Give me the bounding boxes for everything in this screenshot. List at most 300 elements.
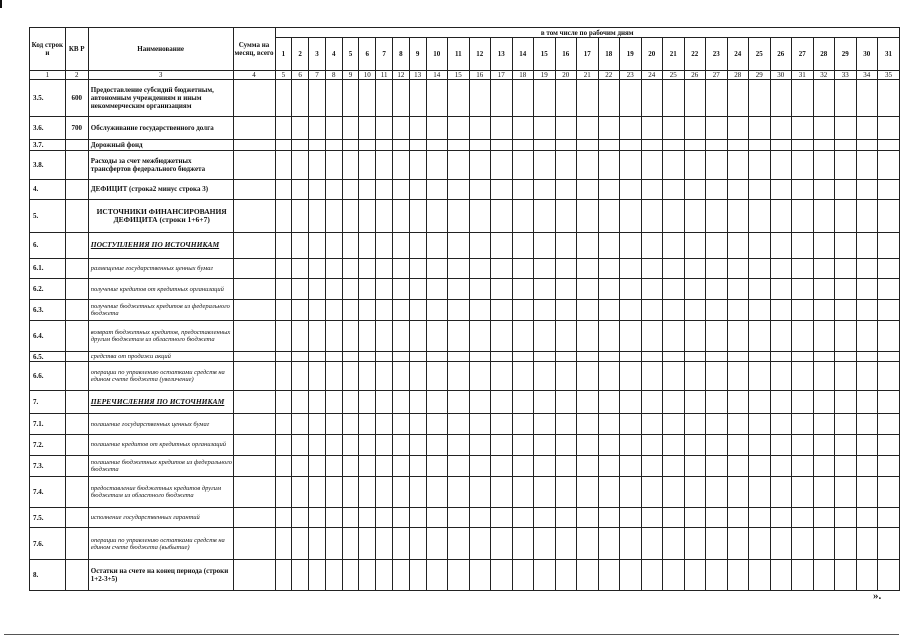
row-day-cell[interactable] — [491, 117, 513, 140]
row-day-cell[interactable] — [342, 435, 359, 456]
row-day-cell[interactable] — [749, 150, 771, 179]
row-day-cell[interactable] — [448, 391, 470, 414]
row-day-cell[interactable] — [598, 507, 620, 528]
row-day-cell[interactable] — [448, 362, 470, 391]
row-day-cell[interactable] — [342, 279, 359, 300]
row-day-cell[interactable] — [275, 528, 292, 559]
row-day-cell[interactable] — [878, 528, 900, 559]
row-day-cell[interactable] — [663, 258, 685, 279]
row-day-cell[interactable] — [448, 528, 470, 559]
row-day-cell[interactable] — [835, 455, 857, 476]
row-day-cell[interactable] — [426, 351, 448, 361]
row-day-cell[interactable] — [792, 300, 814, 321]
row-day-cell[interactable] — [727, 279, 749, 300]
row-day-cell[interactable] — [534, 140, 556, 150]
row-day-cell[interactable] — [392, 414, 409, 435]
row-day-cell[interactable] — [835, 258, 857, 279]
row-day-cell[interactable] — [684, 150, 706, 179]
row-day-cell[interactable] — [813, 150, 835, 179]
row-day-cell[interactable] — [598, 300, 620, 321]
row-day-cell[interactable] — [727, 391, 749, 414]
row-day-cell[interactable] — [292, 79, 309, 116]
row-day-cell[interactable] — [469, 232, 491, 258]
row-day-cell[interactable] — [663, 391, 685, 414]
row-day-cell[interactable] — [534, 414, 556, 435]
row-day-cell[interactable] — [275, 455, 292, 476]
row-day-cell[interactable] — [309, 140, 326, 150]
row-day-cell[interactable] — [727, 200, 749, 232]
row-day-cell[interactable] — [275, 362, 292, 391]
row-day-cell[interactable] — [706, 200, 728, 232]
row-day-cell[interactable] — [577, 79, 599, 116]
row-day-cell[interactable] — [448, 455, 470, 476]
row-day-cell[interactable] — [392, 179, 409, 200]
row-day-cell[interactable] — [359, 391, 376, 414]
row-day-cell[interactable] — [325, 528, 342, 559]
row-day-cell[interactable] — [534, 320, 556, 351]
row-day-cell[interactable] — [448, 435, 470, 456]
row-day-cell[interactable] — [663, 279, 685, 300]
row-day-cell[interactable] — [684, 140, 706, 150]
row-day-cell[interactable] — [792, 117, 814, 140]
row-day-cell[interactable] — [426, 200, 448, 232]
row-day-cell[interactable] — [770, 362, 792, 391]
row-day-cell[interactable] — [491, 258, 513, 279]
row-day-cell[interactable] — [727, 455, 749, 476]
row-day-cell[interactable] — [749, 200, 771, 232]
row-day-cell[interactable] — [835, 435, 857, 456]
row-day-cell[interactable] — [641, 320, 663, 351]
row-day-cell[interactable] — [641, 476, 663, 507]
row-day-cell[interactable] — [620, 79, 642, 116]
row-day-cell[interactable] — [309, 79, 326, 116]
row-day-cell[interactable] — [325, 476, 342, 507]
row-day-cell[interactable] — [663, 300, 685, 321]
row-day-cell[interactable] — [491, 435, 513, 456]
row-day-cell[interactable] — [342, 320, 359, 351]
row-day-cell[interactable] — [448, 414, 470, 435]
row-day-cell[interactable] — [598, 150, 620, 179]
row-day-cell[interactable] — [620, 435, 642, 456]
row-day-cell[interactable] — [325, 300, 342, 321]
row-day-cell[interactable] — [577, 559, 599, 590]
row-day-cell[interactable] — [663, 435, 685, 456]
row-day-cell[interactable] — [359, 351, 376, 361]
row-day-cell[interactable] — [684, 351, 706, 361]
row-day-cell[interactable] — [309, 507, 326, 528]
row-day-cell[interactable] — [663, 455, 685, 476]
row-day-cell[interactable] — [577, 232, 599, 258]
row-day-cell[interactable] — [792, 435, 814, 456]
row-day-cell[interactable] — [856, 320, 878, 351]
row-day-cell[interactable] — [835, 559, 857, 590]
row-day-cell[interactable] — [856, 528, 878, 559]
row-day-cell[interactable] — [534, 435, 556, 456]
row-day-cell[interactable] — [392, 507, 409, 528]
row-sum-cell[interactable] — [233, 320, 275, 351]
row-day-cell[interactable] — [376, 476, 393, 507]
row-day-cell[interactable] — [856, 476, 878, 507]
row-day-cell[interactable] — [792, 79, 814, 116]
row-day-cell[interactable] — [620, 150, 642, 179]
row-day-cell[interactable] — [706, 351, 728, 361]
row-day-cell[interactable] — [856, 258, 878, 279]
row-day-cell[interactable] — [598, 179, 620, 200]
row-day-cell[interactable] — [727, 559, 749, 590]
row-day-cell[interactable] — [663, 150, 685, 179]
row-day-cell[interactable] — [663, 528, 685, 559]
row-day-cell[interactable] — [770, 351, 792, 361]
row-day-cell[interactable] — [309, 528, 326, 559]
row-day-cell[interactable] — [813, 351, 835, 361]
row-day-cell[interactable] — [706, 150, 728, 179]
row-day-cell[interactable] — [835, 150, 857, 179]
row-day-cell[interactable] — [620, 528, 642, 559]
row-day-cell[interactable] — [663, 351, 685, 361]
row-day-cell[interactable] — [491, 320, 513, 351]
row-day-cell[interactable] — [376, 559, 393, 590]
row-day-cell[interactable] — [770, 117, 792, 140]
row-sum-cell[interactable] — [233, 351, 275, 361]
row-day-cell[interactable] — [426, 117, 448, 140]
row-day-cell[interactable] — [555, 79, 577, 116]
row-day-cell[interactable] — [491, 391, 513, 414]
row-day-cell[interactable] — [376, 140, 393, 150]
row-day-cell[interactable] — [275, 117, 292, 140]
row-day-cell[interactable] — [409, 140, 426, 150]
row-day-cell[interactable] — [359, 79, 376, 116]
row-day-cell[interactable] — [292, 232, 309, 258]
row-day-cell[interactable] — [856, 414, 878, 435]
row-day-cell[interactable] — [598, 391, 620, 414]
row-day-cell[interactable] — [813, 435, 835, 456]
row-day-cell[interactable] — [620, 414, 642, 435]
row-day-cell[interactable] — [577, 258, 599, 279]
row-day-cell[interactable] — [512, 391, 534, 414]
row-day-cell[interactable] — [620, 232, 642, 258]
row-day-cell[interactable] — [684, 391, 706, 414]
row-day-cell[interactable] — [641, 79, 663, 116]
row-day-cell[interactable] — [792, 351, 814, 361]
row-day-cell[interactable] — [342, 351, 359, 361]
row-day-cell[interactable] — [749, 507, 771, 528]
row-day-cell[interactable] — [275, 320, 292, 351]
row-day-cell[interactable] — [878, 200, 900, 232]
row-day-cell[interactable] — [534, 351, 556, 361]
row-day-cell[interactable] — [770, 300, 792, 321]
row-day-cell[interactable] — [813, 79, 835, 116]
row-day-cell[interactable] — [770, 179, 792, 200]
row-day-cell[interactable] — [534, 258, 556, 279]
row-day-cell[interactable] — [749, 232, 771, 258]
row-day-cell[interactable] — [512, 351, 534, 361]
row-day-cell[interactable] — [878, 559, 900, 590]
row-day-cell[interactable] — [392, 150, 409, 179]
row-day-cell[interactable] — [555, 279, 577, 300]
row-day-cell[interactable] — [813, 279, 835, 300]
row-day-cell[interactable] — [577, 320, 599, 351]
row-day-cell[interactable] — [512, 559, 534, 590]
row-day-cell[interactable] — [749, 435, 771, 456]
row-day-cell[interactable] — [392, 258, 409, 279]
row-day-cell[interactable] — [577, 179, 599, 200]
row-day-cell[interactable] — [727, 351, 749, 361]
row-day-cell[interactable] — [727, 79, 749, 116]
row-day-cell[interactable] — [275, 258, 292, 279]
row-day-cell[interactable] — [856, 79, 878, 116]
row-day-cell[interactable] — [727, 300, 749, 321]
row-day-cell[interactable] — [835, 279, 857, 300]
row-day-cell[interactable] — [376, 179, 393, 200]
row-day-cell[interactable] — [392, 320, 409, 351]
row-day-cell[interactable] — [770, 455, 792, 476]
row-day-cell[interactable] — [359, 232, 376, 258]
row-day-cell[interactable] — [292, 150, 309, 179]
row-day-cell[interactable] — [684, 232, 706, 258]
row-day-cell[interactable] — [770, 414, 792, 435]
row-day-cell[interactable] — [448, 117, 470, 140]
row-day-cell[interactable] — [342, 476, 359, 507]
row-day-cell[interactable] — [448, 140, 470, 150]
row-day-cell[interactable] — [359, 507, 376, 528]
row-day-cell[interactable] — [325, 391, 342, 414]
row-day-cell[interactable] — [641, 435, 663, 456]
row-day-cell[interactable] — [555, 232, 577, 258]
row-day-cell[interactable] — [555, 559, 577, 590]
row-day-cell[interactable] — [426, 320, 448, 351]
row-day-cell[interactable] — [325, 351, 342, 361]
row-day-cell[interactable] — [641, 351, 663, 361]
row-day-cell[interactable] — [392, 117, 409, 140]
row-day-cell[interactable] — [409, 435, 426, 456]
row-day-cell[interactable] — [512, 279, 534, 300]
row-day-cell[interactable] — [620, 362, 642, 391]
row-day-cell[interactable] — [878, 258, 900, 279]
row-day-cell[interactable] — [275, 179, 292, 200]
row-day-cell[interactable] — [706, 528, 728, 559]
row-day-cell[interactable] — [727, 435, 749, 456]
row-day-cell[interactable] — [309, 300, 326, 321]
row-day-cell[interactable] — [641, 200, 663, 232]
row-day-cell[interactable] — [491, 140, 513, 150]
row-day-cell[interactable] — [813, 117, 835, 140]
row-day-cell[interactable] — [292, 507, 309, 528]
row-day-cell[interactable] — [792, 150, 814, 179]
row-day-cell[interactable] — [792, 140, 814, 150]
row-day-cell[interactable] — [309, 279, 326, 300]
row-day-cell[interactable] — [706, 435, 728, 456]
row-day-cell[interactable] — [598, 232, 620, 258]
row-day-cell[interactable] — [598, 455, 620, 476]
row-day-cell[interactable] — [325, 179, 342, 200]
row-day-cell[interactable] — [426, 300, 448, 321]
row-day-cell[interactable] — [555, 117, 577, 140]
row-day-cell[interactable] — [598, 117, 620, 140]
row-day-cell[interactable] — [292, 528, 309, 559]
row-day-cell[interactable] — [727, 150, 749, 179]
row-day-cell[interactable] — [577, 414, 599, 435]
row-day-cell[interactable] — [534, 179, 556, 200]
row-day-cell[interactable] — [534, 300, 556, 321]
row-day-cell[interactable] — [512, 258, 534, 279]
row-day-cell[interactable] — [342, 150, 359, 179]
row-day-cell[interactable] — [706, 140, 728, 150]
row-day-cell[interactable] — [770, 435, 792, 456]
row-day-cell[interactable] — [749, 362, 771, 391]
row-day-cell[interactable] — [309, 200, 326, 232]
row-day-cell[interactable] — [792, 559, 814, 590]
row-day-cell[interactable] — [469, 200, 491, 232]
row-day-cell[interactable] — [684, 455, 706, 476]
row-day-cell[interactable] — [275, 351, 292, 361]
row-day-cell[interactable] — [706, 232, 728, 258]
row-day-cell[interactable] — [641, 150, 663, 179]
row-day-cell[interactable] — [706, 258, 728, 279]
row-day-cell[interactable] — [469, 258, 491, 279]
row-day-cell[interactable] — [426, 258, 448, 279]
row-day-cell[interactable] — [342, 414, 359, 435]
row-sum-cell[interactable] — [233, 455, 275, 476]
row-day-cell[interactable] — [878, 179, 900, 200]
row-day-cell[interactable] — [325, 362, 342, 391]
row-day-cell[interactable] — [275, 414, 292, 435]
row-day-cell[interactable] — [325, 232, 342, 258]
row-day-cell[interactable] — [409, 300, 426, 321]
row-day-cell[interactable] — [641, 140, 663, 150]
row-day-cell[interactable] — [292, 117, 309, 140]
row-day-cell[interactable] — [749, 455, 771, 476]
row-sum-cell[interactable] — [233, 79, 275, 116]
row-day-cell[interactable] — [392, 200, 409, 232]
row-day-cell[interactable] — [376, 455, 393, 476]
row-day-cell[interactable] — [469, 528, 491, 559]
row-day-cell[interactable] — [275, 279, 292, 300]
row-day-cell[interactable] — [813, 140, 835, 150]
row-day-cell[interactable] — [359, 476, 376, 507]
row-day-cell[interactable] — [359, 559, 376, 590]
row-day-cell[interactable] — [376, 300, 393, 321]
row-day-cell[interactable] — [684, 300, 706, 321]
row-day-cell[interactable] — [620, 258, 642, 279]
row-day-cell[interactable] — [512, 179, 534, 200]
row-day-cell[interactable] — [325, 414, 342, 435]
row-day-cell[interactable] — [409, 455, 426, 476]
row-sum-cell[interactable] — [233, 528, 275, 559]
row-day-cell[interactable] — [342, 528, 359, 559]
row-day-cell[interactable] — [813, 528, 835, 559]
row-day-cell[interactable] — [770, 391, 792, 414]
row-day-cell[interactable] — [663, 320, 685, 351]
row-day-cell[interactable] — [706, 362, 728, 391]
row-day-cell[interactable] — [878, 232, 900, 258]
row-day-cell[interactable] — [878, 455, 900, 476]
row-sum-cell[interactable] — [233, 476, 275, 507]
row-day-cell[interactable] — [469, 559, 491, 590]
row-sum-cell[interactable] — [233, 279, 275, 300]
row-day-cell[interactable] — [534, 455, 556, 476]
row-day-cell[interactable] — [392, 476, 409, 507]
row-day-cell[interactable] — [491, 507, 513, 528]
row-day-cell[interactable] — [770, 528, 792, 559]
row-day-cell[interactable] — [835, 79, 857, 116]
row-day-cell[interactable] — [534, 150, 556, 179]
row-day-cell[interactable] — [770, 476, 792, 507]
row-day-cell[interactable] — [325, 200, 342, 232]
row-day-cell[interactable] — [426, 455, 448, 476]
row-day-cell[interactable] — [813, 300, 835, 321]
row-day-cell[interactable] — [469, 414, 491, 435]
row-day-cell[interactable] — [469, 117, 491, 140]
row-day-cell[interactable] — [309, 179, 326, 200]
row-day-cell[interactable] — [342, 140, 359, 150]
row-day-cell[interactable] — [469, 320, 491, 351]
row-day-cell[interactable] — [727, 258, 749, 279]
row-day-cell[interactable] — [620, 300, 642, 321]
row-day-cell[interactable] — [577, 351, 599, 361]
row-day-cell[interactable] — [835, 391, 857, 414]
row-day-cell[interactable] — [577, 150, 599, 179]
row-day-cell[interactable] — [325, 140, 342, 150]
row-day-cell[interactable] — [663, 232, 685, 258]
row-day-cell[interactable] — [684, 179, 706, 200]
row-day-cell[interactable] — [469, 435, 491, 456]
row-day-cell[interactable] — [275, 507, 292, 528]
row-sum-cell[interactable] — [233, 150, 275, 179]
row-day-cell[interactable] — [749, 117, 771, 140]
row-day-cell[interactable] — [856, 435, 878, 456]
row-day-cell[interactable] — [448, 79, 470, 116]
row-day-cell[interactable] — [448, 279, 470, 300]
row-day-cell[interactable] — [359, 435, 376, 456]
row-day-cell[interactable] — [878, 362, 900, 391]
row-day-cell[interactable] — [534, 476, 556, 507]
row-day-cell[interactable] — [512, 507, 534, 528]
row-day-cell[interactable] — [792, 179, 814, 200]
row-day-cell[interactable] — [727, 414, 749, 435]
row-sum-cell[interactable] — [233, 559, 275, 590]
row-day-cell[interactable] — [577, 455, 599, 476]
row-day-cell[interactable] — [878, 507, 900, 528]
row-day-cell[interactable] — [292, 279, 309, 300]
row-sum-cell[interactable] — [233, 258, 275, 279]
row-day-cell[interactable] — [684, 507, 706, 528]
row-day-cell[interactable] — [491, 232, 513, 258]
row-day-cell[interactable] — [792, 320, 814, 351]
row-day-cell[interactable] — [469, 179, 491, 200]
row-day-cell[interactable] — [641, 179, 663, 200]
row-day-cell[interactable] — [448, 476, 470, 507]
row-day-cell[interactable] — [598, 476, 620, 507]
row-day-cell[interactable] — [359, 279, 376, 300]
row-day-cell[interactable] — [409, 117, 426, 140]
row-day-cell[interactable] — [749, 179, 771, 200]
row-day-cell[interactable] — [792, 200, 814, 232]
row-day-cell[interactable] — [835, 179, 857, 200]
row-day-cell[interactable] — [706, 320, 728, 351]
row-day-cell[interactable] — [813, 507, 835, 528]
row-day-cell[interactable] — [706, 79, 728, 116]
row-day-cell[interactable] — [309, 435, 326, 456]
row-day-cell[interactable] — [577, 117, 599, 140]
row-day-cell[interactable] — [448, 559, 470, 590]
row-day-cell[interactable] — [856, 179, 878, 200]
row-day-cell[interactable] — [727, 320, 749, 351]
row-day-cell[interactable] — [770, 79, 792, 116]
row-day-cell[interactable] — [342, 391, 359, 414]
row-day-cell[interactable] — [512, 320, 534, 351]
row-day-cell[interactable] — [325, 117, 342, 140]
row-day-cell[interactable] — [392, 528, 409, 559]
